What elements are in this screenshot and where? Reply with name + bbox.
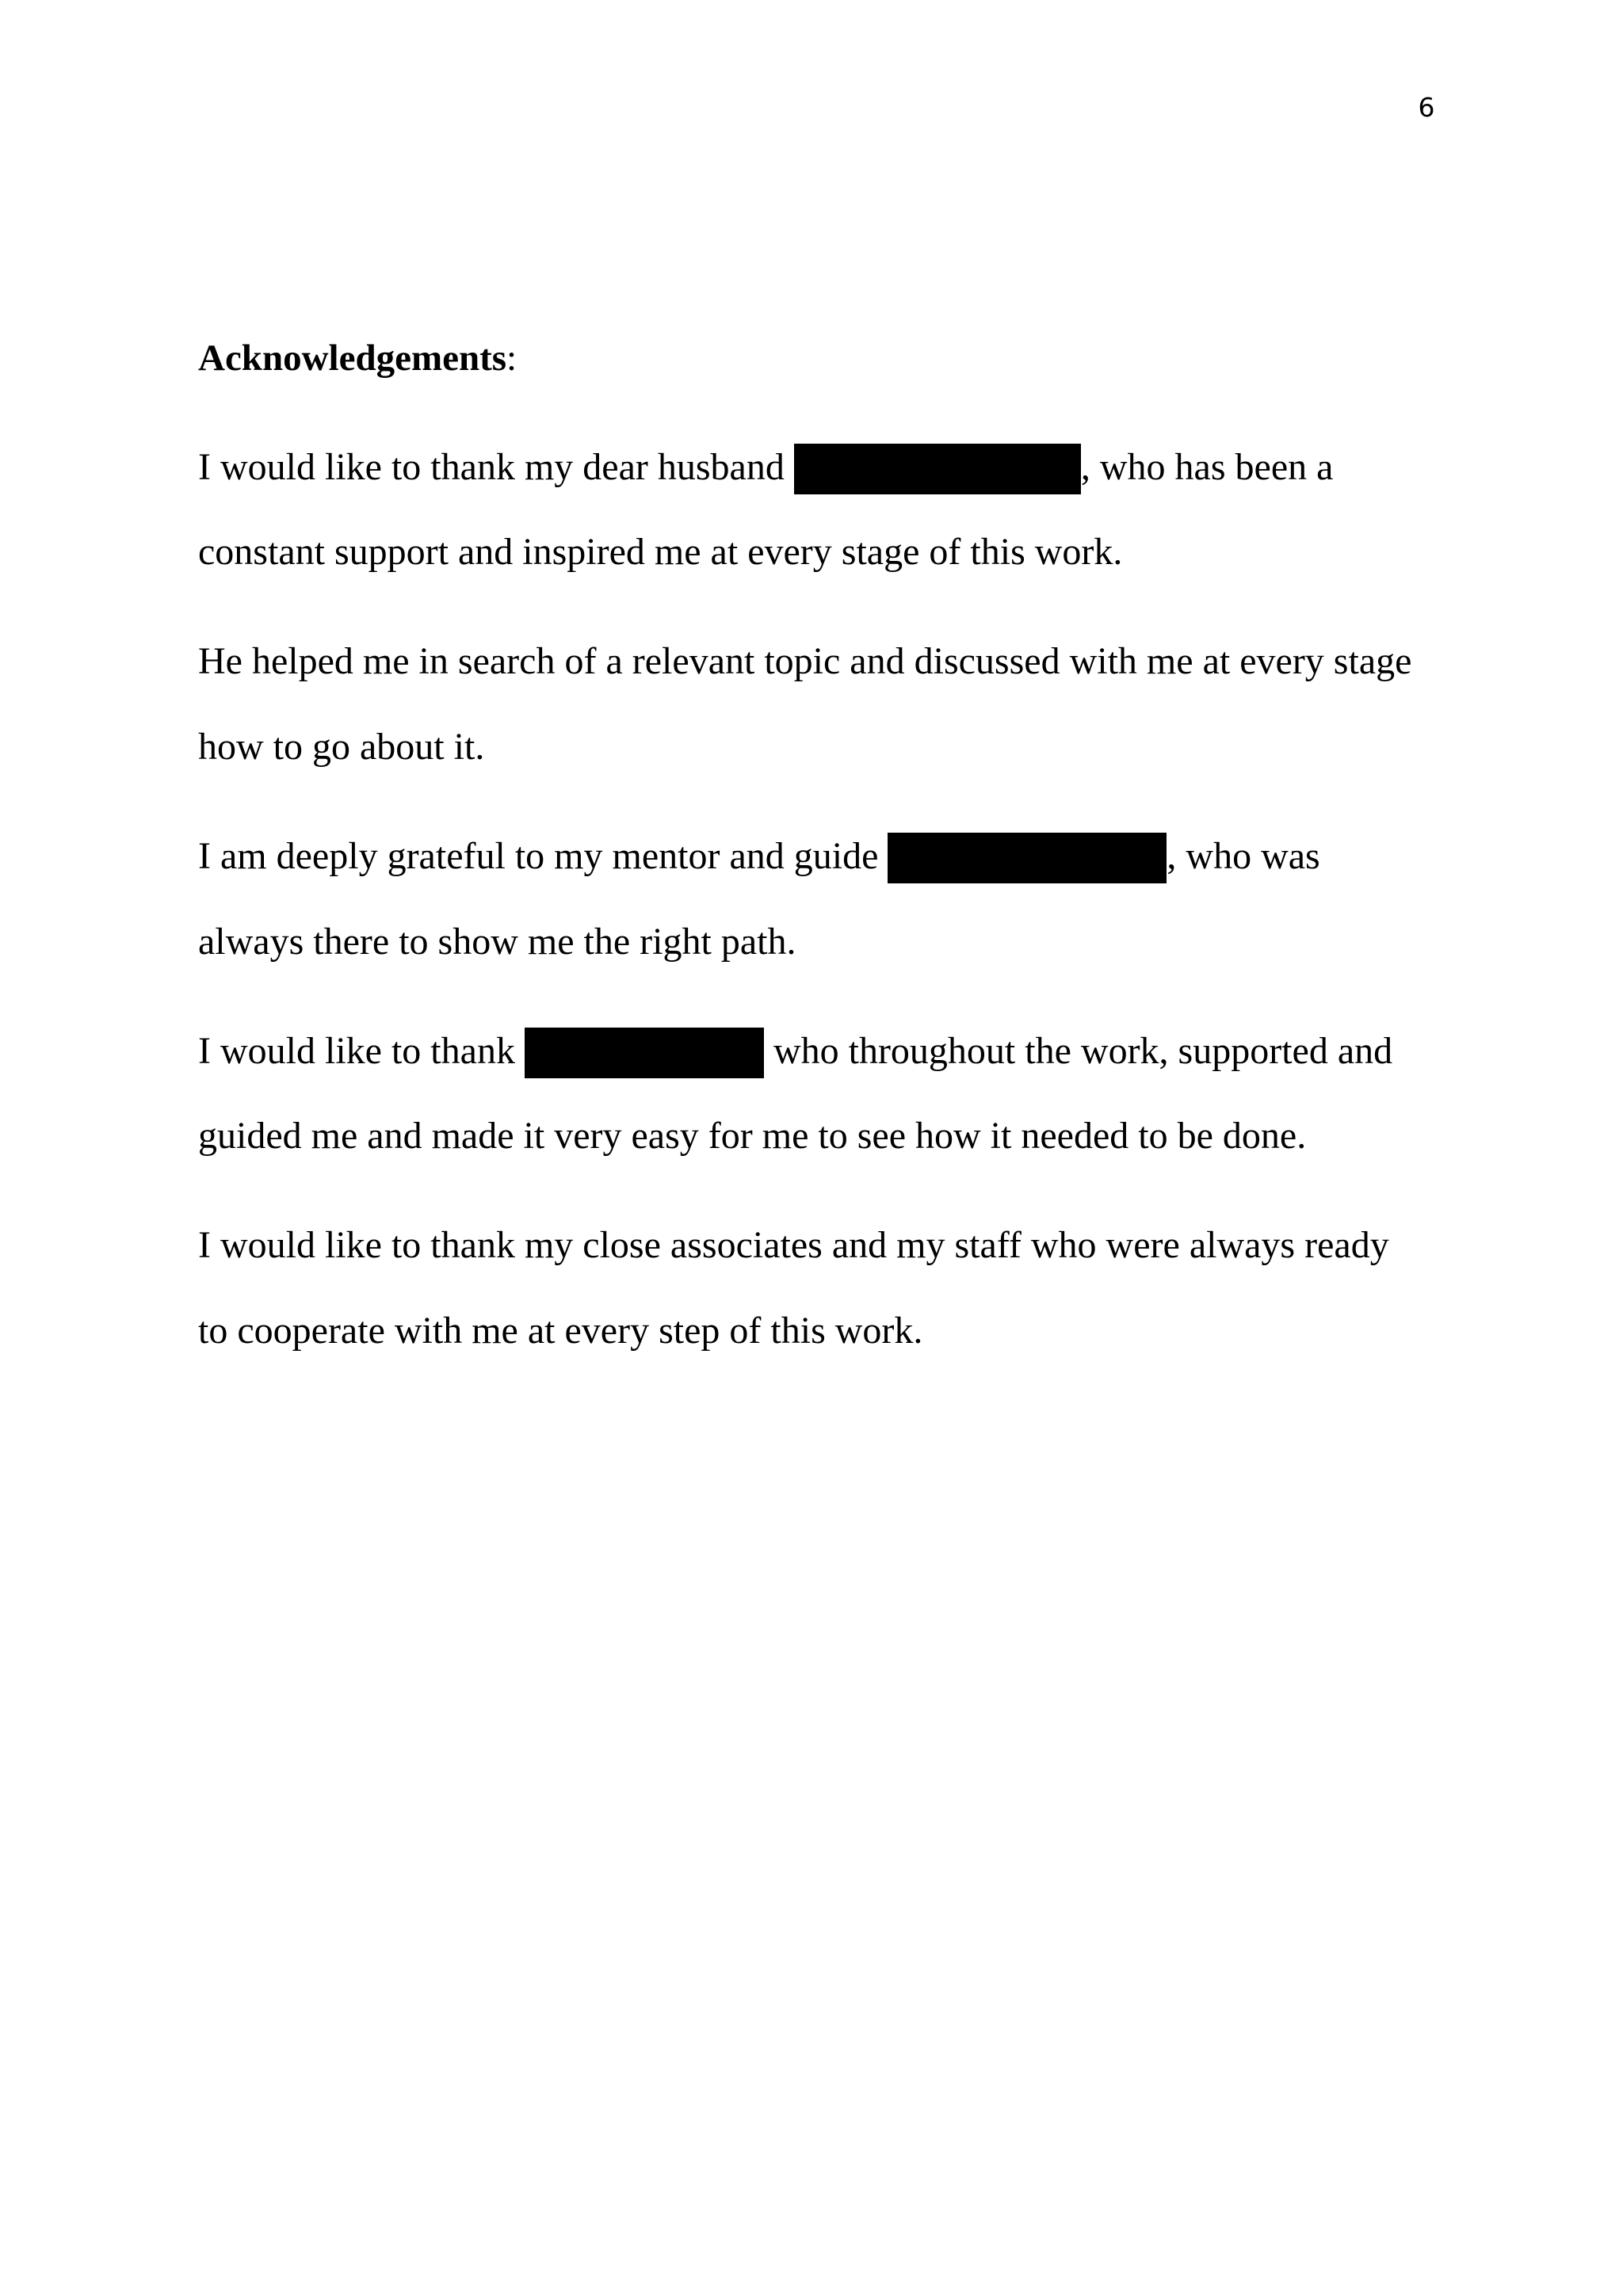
paragraph-text: I would like to thank my dear husband — [198, 446, 794, 488]
paragraph-2-line-2: how to go about it. — [198, 726, 485, 768]
paragraph-1-line-1 — [198, 444, 1333, 494]
heading-colon: : — [506, 338, 517, 379]
section-heading — [198, 334, 517, 382]
paragraph-5-line-1: I would like to thank my close associates and my staff who were always ready — [198, 1224, 1389, 1266]
redaction-box — [888, 833, 1167, 883]
redaction-box — [794, 444, 1081, 494]
paragraph-5-line-2: to cooperate with me at every step of this work. — [198, 1310, 923, 1352]
paragraph-3-line-1 — [198, 833, 1320, 883]
paragraph-2-line-1: He helped me in search of a relevant topic and discussed with me at every stage — [198, 640, 1412, 682]
heading-title: Acknowledgements — [198, 338, 507, 379]
paragraph-3-line-2: always there to show me the right path. — [198, 921, 796, 963]
paragraph-text: , who has been a — [1080, 446, 1334, 488]
paragraph-text: I am deeply grateful to my mentor and guide — [198, 835, 888, 877]
paragraph-4-line-2: guided me and made it very easy for me to see how it needed to be done. — [198, 1115, 1307, 1157]
paragraph-text: I would like to thank — [198, 1030, 525, 1072]
paragraph-text: , who was — [1167, 835, 1320, 877]
paragraph-text: who throughout the work, supported and — [763, 1030, 1393, 1072]
redaction-box — [525, 1028, 764, 1078]
paragraph-1-line-2: constant support and inspired me at every stage of this work. — [198, 531, 1123, 573]
page-number: 6 — [1418, 92, 1435, 123]
paragraph-4-line-1 — [198, 1028, 1392, 1078]
